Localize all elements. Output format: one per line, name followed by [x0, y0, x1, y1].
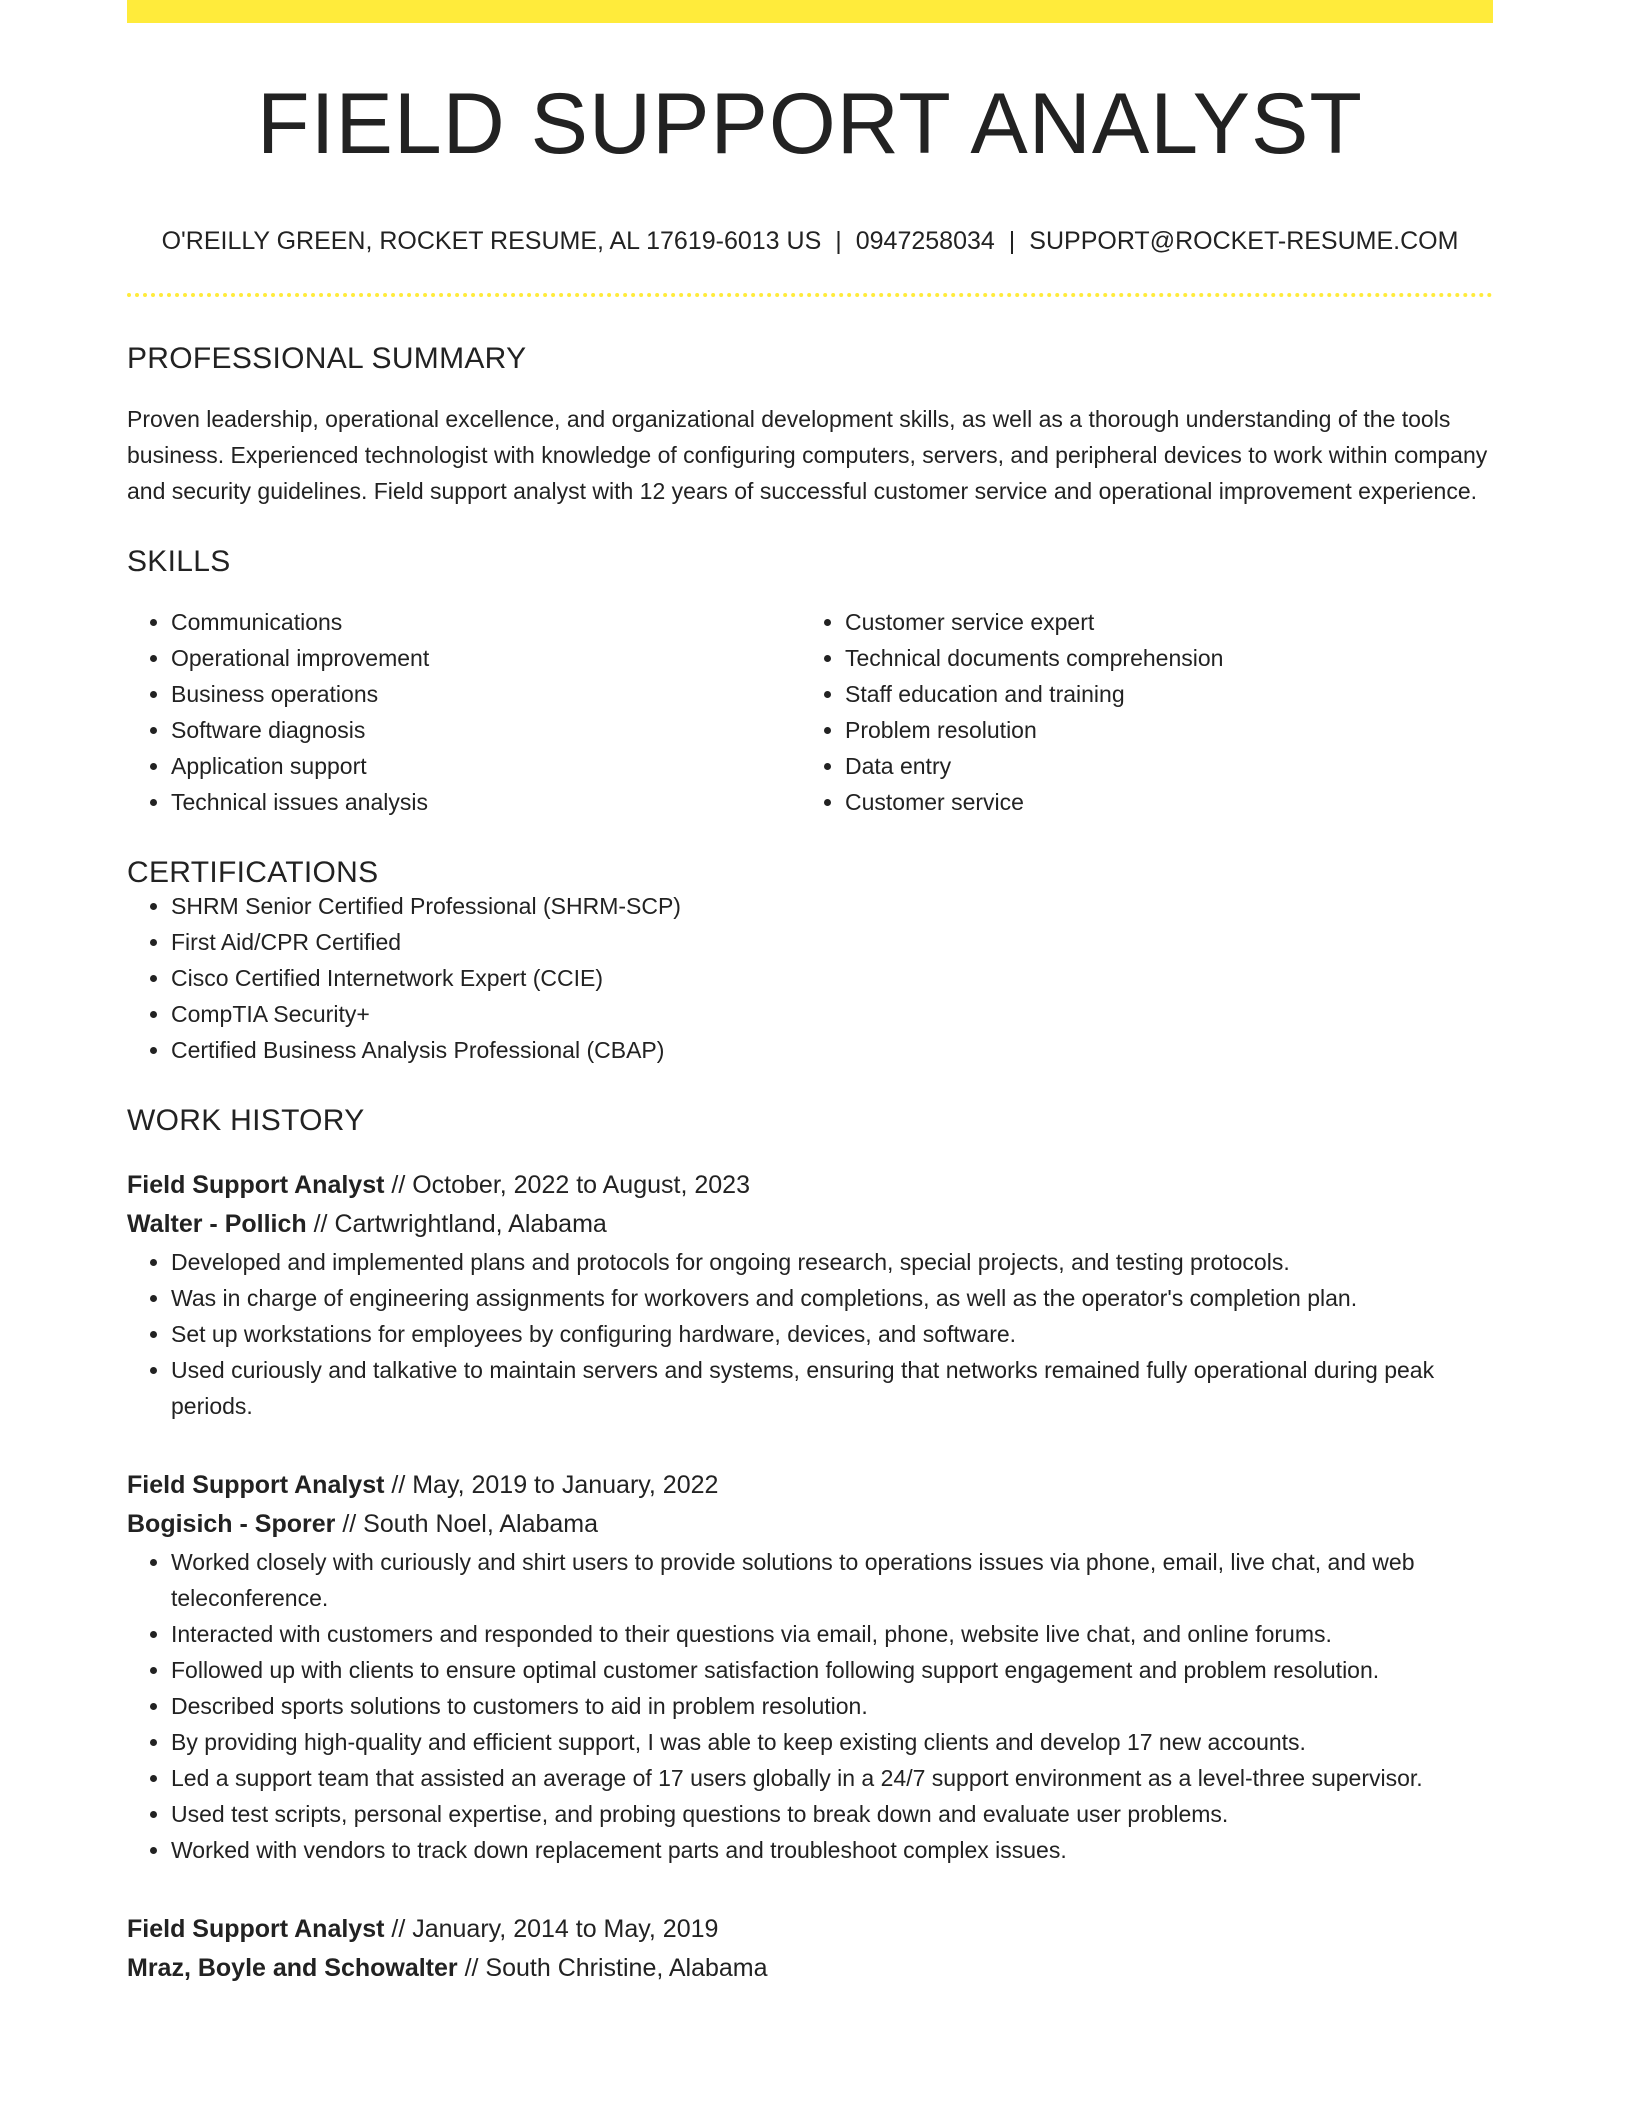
job-bullet: • Interacted with customers and responded to their questions via email, phone, website live chat, and online forums. — [171, 1616, 1493, 1652]
job-role: Field Support Analyst — [127, 1915, 385, 1943]
job-company-line — [127, 1949, 1493, 1988]
job-dates: // October, 2022 to August, 2023 — [391, 1171, 750, 1199]
job-location: // Cartwrightland, Alabama — [313, 1210, 607, 1238]
skill-item: • Customer service expert — [845, 604, 1475, 640]
job-title-line — [127, 1166, 1493, 1205]
job-title-line — [127, 1466, 1493, 1505]
skill-item: • Data entry — [845, 748, 1475, 784]
job-bullets — [127, 1544, 1493, 1868]
skill-item: • Technical documents comprehension — [845, 640, 1475, 676]
job-bullet: • Was in charge of engineering assignments for workovers and completions, as well as the operator's completion plan. — [171, 1280, 1493, 1316]
job-location: // South Christine, Alabama — [464, 1954, 768, 1982]
job-entry — [127, 1166, 1493, 1424]
contact-address: O'REILLY GREEN, ROCKET RESUME, AL 17619-6013 US — [161, 227, 822, 255]
contact-phone: 0947258034 — [855, 227, 995, 255]
job-bullet: • Used test scripts, personal expertise, and probing questions to break down and evaluate user problems. — [171, 1796, 1493, 1832]
skill-item: • Operational improvement — [171, 640, 801, 676]
skill-item: • Staff education and training — [845, 676, 1475, 712]
contact-email: SUPPORT@ROCKET-RESUME.COM — [1029, 227, 1459, 255]
summary-text: Proven leadership, operational excellence, and organizational development skills, as well as a thorough understanding of the tools business. Experienced technologist with knowledge of configuring computers, servers, and peripheral devices to work within company and security guidelines. Field support analyst with 12 years of successful customer service and operational improvement experience. — [127, 406, 1488, 504]
skill-item: • Customer service — [845, 784, 1475, 820]
skill-item: • Software diagnosis — [171, 712, 801, 748]
page-title: FIELD SUPPORT ANALYST — [257, 76, 1363, 172]
job-company: Bogisich - Sporer — [127, 1510, 336, 1538]
skills-list — [127, 604, 1493, 820]
job-bullets — [127, 1244, 1493, 1424]
certifications-heading: CERTIFICATIONS — [127, 856, 379, 889]
contact-separator: | — [835, 227, 842, 255]
skills-column-right — [801, 604, 1475, 820]
job-company: Walter - Pollich — [127, 1210, 307, 1238]
dotted-divider — [127, 293, 1493, 297]
job-company: Mraz, Boyle and Schowalter — [127, 1954, 458, 1982]
skill-item: • Business operations — [171, 676, 801, 712]
contact-line — [127, 229, 1493, 254]
job-entry — [127, 1910, 1493, 1988]
job-bullet: • Led a support team that assisted an average of 17 users globally in a 24/7 support environment as a level-three supervisor. — [171, 1760, 1493, 1796]
job-bullet: • Used curiously and talkative to maintain servers and systems, ensuring that networks remained fully operational during peak periods. — [171, 1352, 1493, 1424]
summary-heading: PROFESSIONAL SUMMARY — [127, 342, 527, 375]
certification-item: • First Aid/CPR Certified — [171, 924, 1493, 960]
job-bullet: • By providing high-quality and efficient support, I was able to keep existing clients and develop 17 new accounts. — [171, 1724, 1493, 1760]
job-entry — [127, 1466, 1493, 1868]
job-bullet: • Developed and implemented plans and protocols for ongoing research, special projects, and testing protocols. — [171, 1244, 1493, 1280]
certification-item: • Cisco Certified Internetwork Expert (CCIE) — [171, 960, 1493, 996]
job-title-line — [127, 1910, 1493, 1949]
certifications-list — [127, 888, 1493, 1068]
job-dates: // May, 2019 to January, 2022 — [391, 1471, 719, 1499]
job-bullet: • Worked with vendors to track down replacement parts and troubleshoot complex issues. — [171, 1832, 1493, 1868]
job-role: Field Support Analyst — [127, 1471, 385, 1499]
job-bullet: • Described sports solutions to customers to aid in problem resolution. — [171, 1688, 1493, 1724]
certification-item: • SHRM Senior Certified Professional (SHRM-SCP) — [171, 888, 1493, 924]
skills-column-left — [127, 604, 801, 820]
skill-item: • Communications — [171, 604, 801, 640]
job-location: // South Noel, Alabama — [342, 1510, 599, 1538]
contact-separator: | — [1008, 227, 1016, 255]
certification-item: • Certified Business Analysis Professional (CBAP) — [171, 1032, 1493, 1068]
job-bullet: • Followed up with clients to ensure optimal customer satisfaction following support engagement and problem resolution. — [171, 1652, 1493, 1688]
job-bullet: • Set up workstations for employees by configuring hardware, devices, and software. — [171, 1316, 1493, 1352]
accent-bar — [127, 0, 1493, 23]
skill-item: • Application support — [171, 748, 801, 784]
skills-heading: SKILLS — [127, 545, 231, 578]
work-history-heading: WORK HISTORY — [127, 1104, 365, 1137]
job-company-line — [127, 1505, 1493, 1544]
job-bullet: • Worked closely with curiously and shirt users to provide solutions to operations issues via phone, email, live chat, and web teleconference. — [171, 1544, 1493, 1616]
certification-item: • CompTIA Security+ — [171, 996, 1493, 1032]
job-company-line — [127, 1205, 1493, 1244]
skill-item: • Problem resolution — [845, 712, 1475, 748]
job-role: Field Support Analyst — [127, 1171, 385, 1199]
skill-item: • Technical issues analysis — [171, 784, 801, 820]
resume-content — [127, 0, 1493, 1988]
job-dates: // January, 2014 to May, 2019 — [391, 1915, 719, 1943]
